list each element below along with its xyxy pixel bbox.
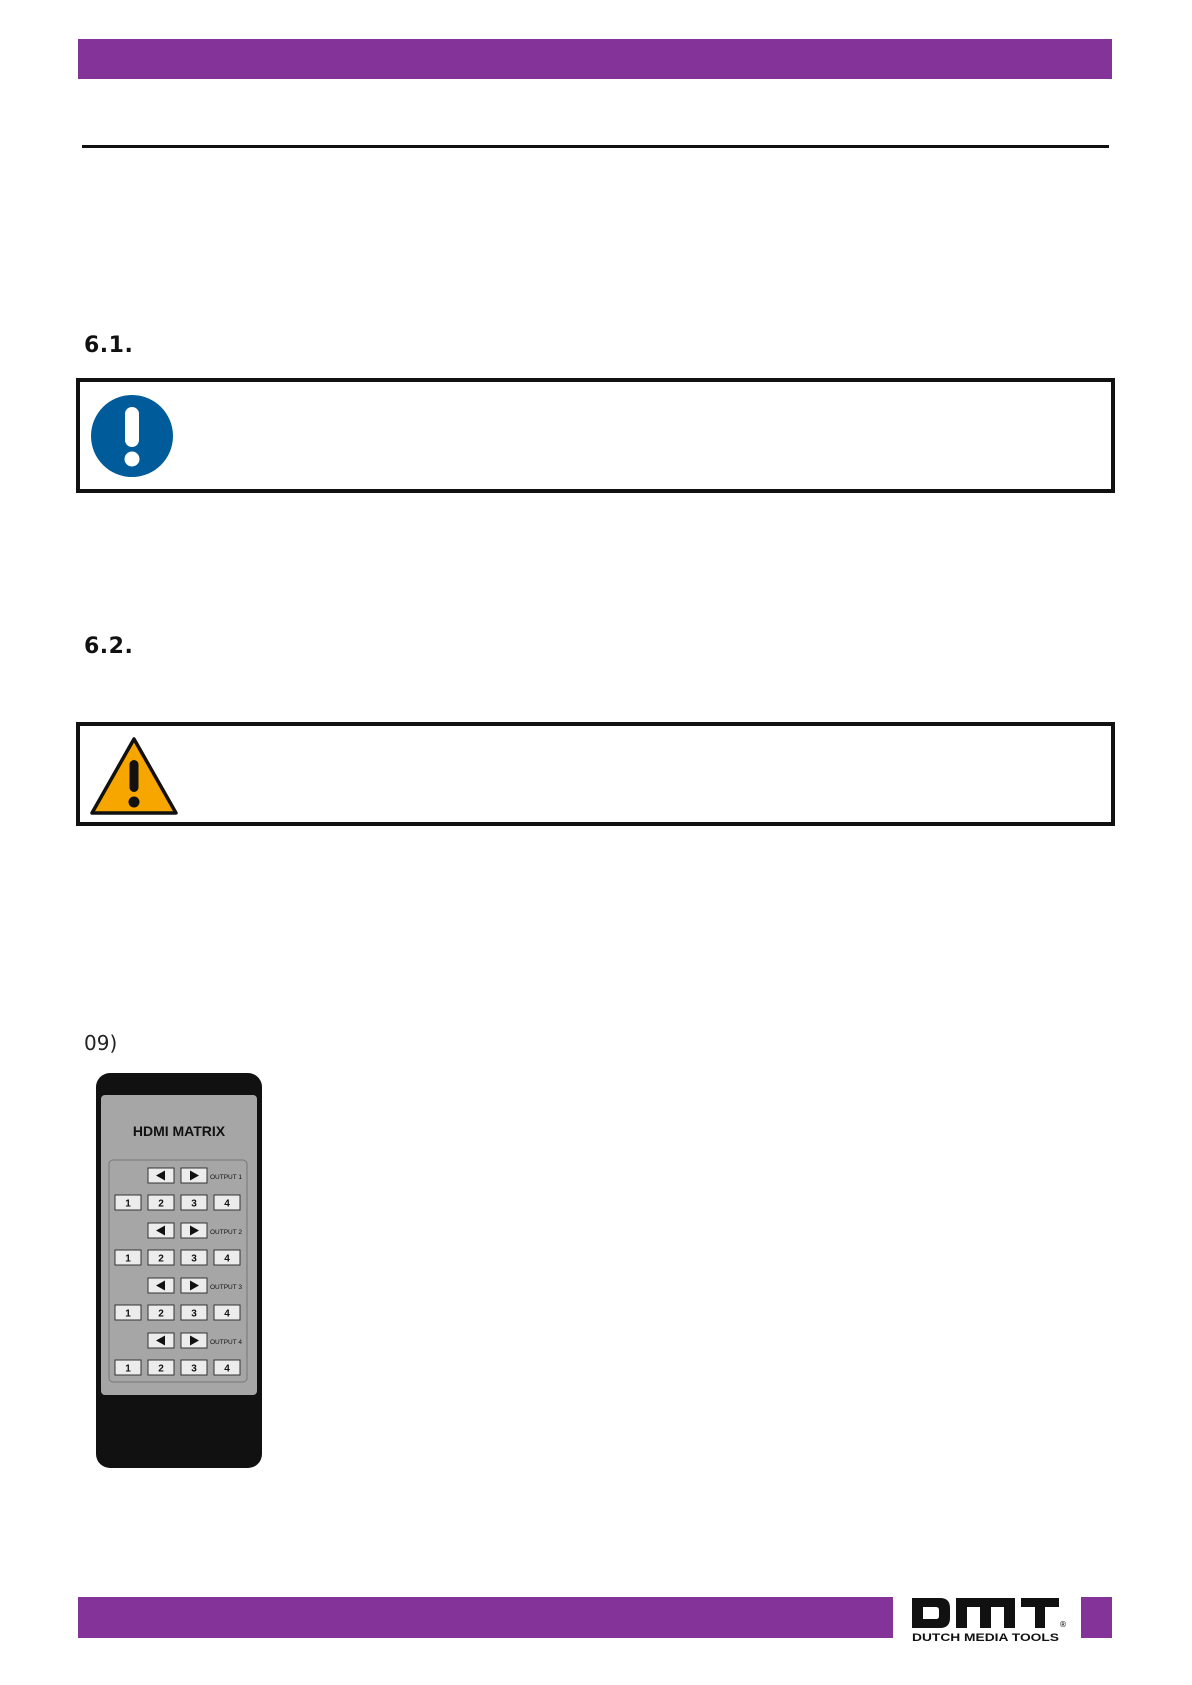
remote-input-button-label: 2 [158, 1253, 164, 1265]
dmt-logo [908, 1593, 1066, 1645]
footer-bar [78, 1597, 893, 1638]
remote-input-button-label: 1 [125, 1253, 131, 1265]
header-bar [78, 39, 1112, 79]
remote-input-button-label: 3 [191, 1363, 197, 1375]
section-number-6-2: 6.2. [84, 634, 134, 659]
dmt-logo-mark [908, 1593, 1066, 1645]
remote-control-illustration [96, 1073, 262, 1468]
remote-input-button-label: 4 [224, 1198, 230, 1210]
footer-bar-end [1081, 1597, 1112, 1638]
remote-input-button-label: 3 [191, 1198, 197, 1210]
remote-input-button-label: 2 [158, 1363, 164, 1375]
notice-box-info [76, 378, 1115, 493]
remote-input-button-label: 4 [224, 1363, 230, 1375]
warning-triangle-icon [89, 736, 179, 816]
registered-mark: ® [1059, 1620, 1067, 1629]
remote-output-label: OUTPUT 4 [210, 1339, 243, 1346]
remote-input-button-label: 3 [191, 1253, 197, 1265]
notice-box-warning [76, 722, 1115, 826]
remote-title: HDMI MATRIX [132, 1123, 226, 1139]
remote-input-button-label: 1 [125, 1198, 131, 1210]
remote-input-button-label: 3 [191, 1308, 197, 1320]
remote-output-label: OUTPUT 2 [210, 1229, 243, 1236]
section-number-6-1: 6.1. [84, 333, 134, 358]
remote-input-button-label: 1 [125, 1308, 131, 1320]
remote-input-button-label: 1 [125, 1363, 131, 1375]
remote-input-button-label: 4 [224, 1308, 230, 1320]
remote-input-button-label: 2 [158, 1198, 164, 1210]
mandatory-action-icon [90, 394, 174, 478]
logo-tagline: DUTCH MEDIA TOOLS [912, 1632, 1059, 1644]
title-rule [82, 145, 1109, 148]
remote-output-label: OUTPUT 1 [210, 1174, 243, 1181]
figure-label: 09) [84, 1031, 118, 1055]
remote-input-button-label: 2 [158, 1308, 164, 1320]
remote-input-button-label: 4 [224, 1253, 230, 1265]
remote-output-label: OUTPUT 3 [210, 1284, 243, 1291]
